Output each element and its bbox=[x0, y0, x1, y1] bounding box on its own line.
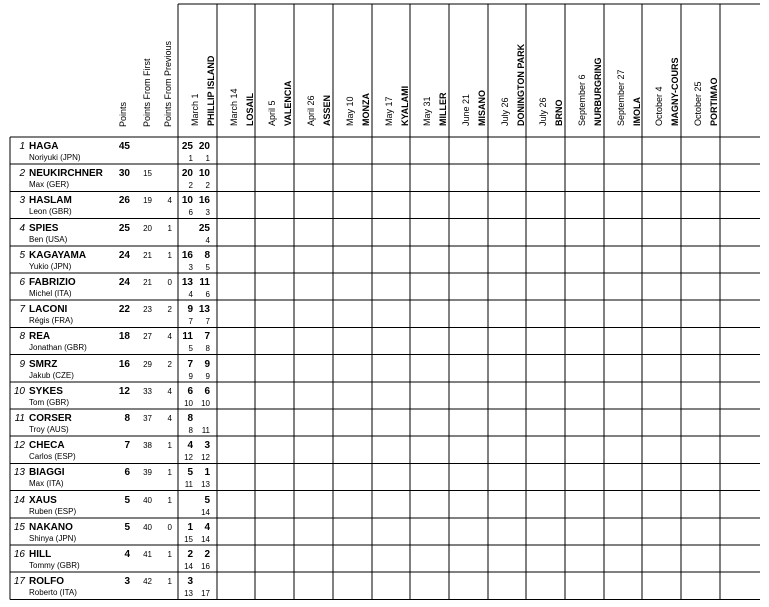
points-from-previous: 1 bbox=[167, 223, 172, 233]
race-header bbox=[496, 44, 528, 126]
race2-points: 8 bbox=[204, 249, 210, 261]
race1-position: 13 bbox=[184, 589, 193, 599]
race1-position: 14 bbox=[184, 562, 193, 571]
rider-first-name: Michel (ITA) bbox=[29, 289, 72, 298]
points-header: Points bbox=[118, 101, 128, 127]
rider-points: 5 bbox=[124, 494, 130, 506]
points-from-first: 37 bbox=[143, 414, 152, 423]
race-date: September 6 bbox=[577, 74, 587, 126]
race1-position: 4 bbox=[188, 290, 193, 299]
rider-last-name: REA bbox=[29, 331, 51, 343]
race-header bbox=[573, 58, 605, 127]
race-name: VALENCIA bbox=[283, 80, 294, 126]
points-from-previous: 1 bbox=[167, 577, 172, 587]
race2-position: 11 bbox=[201, 426, 210, 435]
points-from-previous: 0 bbox=[167, 522, 172, 532]
race2-position: 14 bbox=[201, 534, 210, 544]
race1-position: 2 bbox=[188, 181, 193, 191]
race-header bbox=[418, 93, 450, 127]
rider-position: 3 bbox=[19, 195, 25, 207]
rider-last-name: KAGAYAMA bbox=[29, 249, 87, 261]
rider-points: 8 bbox=[124, 413, 130, 424]
rider-last-name: SMRZ bbox=[29, 358, 58, 370]
rider-points: 22 bbox=[118, 304, 130, 316]
race-date: March 1 bbox=[190, 93, 200, 126]
race-header bbox=[650, 57, 682, 126]
race2-points: 13 bbox=[198, 304, 210, 316]
race2-position: 3 bbox=[205, 208, 210, 218]
race1-points: 20 bbox=[181, 168, 193, 180]
rider-position: 13 bbox=[13, 467, 25, 479]
rider-position: 4 bbox=[19, 222, 25, 234]
rider-first-name: Shinya (JPN) bbox=[29, 533, 77, 543]
points-from-previous: 2 bbox=[167, 359, 172, 369]
race2-position: 6 bbox=[205, 290, 210, 299]
points-from-previous: 4 bbox=[167, 414, 172, 423]
race1-position: 1 bbox=[188, 154, 193, 163]
race2-position: 5 bbox=[205, 262, 210, 272]
rider-last-name: FABRIZIO bbox=[29, 277, 76, 288]
points-from-previous: 0 bbox=[167, 278, 172, 287]
race1-points: 1 bbox=[187, 521, 193, 533]
points-from-previous: 4 bbox=[167, 332, 172, 342]
points-from-first: 21 bbox=[143, 250, 152, 260]
points-from-first: 42 bbox=[143, 577, 152, 587]
race-name: PORTIMAO bbox=[709, 77, 720, 126]
rider-last-name: NAKANO bbox=[29, 521, 73, 533]
rider-points: 24 bbox=[118, 249, 130, 261]
race-date: April 5 bbox=[267, 100, 278, 126]
rider-points: 12 bbox=[118, 385, 130, 397]
rider-last-name: SYKES bbox=[29, 385, 63, 397]
race-header bbox=[457, 90, 489, 126]
race-name: KYALAMI bbox=[399, 85, 410, 126]
race1-position: 5 bbox=[188, 344, 193, 354]
race1-position: 7 bbox=[188, 317, 193, 327]
rider-points: 25 bbox=[118, 222, 130, 234]
points-from-previous: 2 bbox=[167, 305, 172, 315]
rider-last-name: CHECA bbox=[29, 440, 65, 452]
race-date: March 14 bbox=[228, 88, 239, 126]
race-date: June 21 bbox=[460, 93, 471, 126]
rider-position: 16 bbox=[13, 549, 25, 560]
race2-points: 5 bbox=[204, 494, 210, 506]
race1-position: 8 bbox=[188, 426, 193, 435]
race1-points: 7 bbox=[187, 358, 193, 370]
rider-position: 7 bbox=[19, 304, 25, 316]
race-name: NURBURGRING bbox=[593, 57, 603, 126]
rider-last-name: HAGA bbox=[29, 141, 59, 152]
race1-position: 11 bbox=[184, 480, 193, 490]
rider-last-name: BIAGGI bbox=[29, 467, 65, 479]
race-name: DONINGTON PARK bbox=[515, 43, 526, 126]
rider-last-name: LACONI bbox=[29, 304, 68, 316]
rider-position: 11 bbox=[14, 413, 25, 424]
rider-points: 45 bbox=[118, 141, 130, 152]
points-from-previous: 1 bbox=[167, 250, 172, 260]
race1-points: 9 bbox=[187, 304, 193, 316]
points-from-previous-header: Points From Previous bbox=[163, 40, 173, 127]
rider-position: 9 bbox=[19, 358, 25, 370]
race-name: MAGNY-COURS bbox=[670, 57, 681, 126]
race1-points: 10 bbox=[181, 195, 193, 207]
points-from-first: 41 bbox=[143, 550, 152, 559]
rider-position: 10 bbox=[13, 385, 25, 397]
race-date: May 17 bbox=[383, 96, 394, 126]
race-date: October 25 bbox=[693, 81, 704, 126]
points-from-first: 27 bbox=[143, 332, 152, 342]
points-from-previous: 1 bbox=[167, 550, 172, 559]
race2-position: 13 bbox=[201, 480, 210, 490]
rider-first-name: Régis (FRA) bbox=[29, 316, 74, 326]
rider-first-name: Troy (AUS) bbox=[29, 425, 69, 434]
race2-position: 10 bbox=[201, 398, 210, 408]
rider-position: 17 bbox=[13, 576, 25, 588]
rider-points: 16 bbox=[118, 358, 130, 370]
points-from-first: 39 bbox=[143, 468, 152, 478]
race2-points: 9 bbox=[204, 358, 210, 370]
rider-first-name: Carlos (ESP) bbox=[29, 452, 76, 462]
rider-position: 5 bbox=[19, 249, 25, 261]
rider-last-name: HILL bbox=[29, 549, 52, 560]
race2-position: 9 bbox=[205, 371, 210, 381]
rider-points: 3 bbox=[124, 576, 130, 588]
rider-points: 24 bbox=[118, 277, 130, 288]
rider-position: 2 bbox=[19, 168, 25, 180]
points-from-previous: 1 bbox=[167, 468, 172, 478]
points-from-first: 29 bbox=[143, 359, 152, 369]
rider-points: 7 bbox=[124, 440, 130, 452]
points-from-first: 21 bbox=[143, 278, 152, 287]
race-header bbox=[302, 95, 334, 126]
race-date: July 26 bbox=[499, 97, 510, 126]
rider-points: 5 bbox=[124, 521, 130, 533]
race1-points: 25 bbox=[181, 141, 193, 152]
race1-points: 6 bbox=[187, 385, 193, 397]
rider-points: 30 bbox=[118, 168, 130, 180]
race-name: MONZA bbox=[360, 93, 371, 126]
race1-position: 9 bbox=[188, 371, 193, 381]
race2-points: 25 bbox=[198, 222, 210, 234]
rider-last-name: NEUKIRCHNER bbox=[29, 168, 103, 180]
rider-first-name: Max (GER) bbox=[29, 180, 69, 190]
rider-first-name: Tom (GBR) bbox=[29, 397, 69, 407]
race2-points: 1 bbox=[204, 467, 210, 479]
race2-position: 17 bbox=[201, 589, 210, 599]
race1-position: 15 bbox=[184, 534, 193, 544]
rider-last-name: HASLAM bbox=[29, 195, 72, 207]
race2-position: 12 bbox=[201, 453, 210, 463]
rider-points: 26 bbox=[118, 195, 130, 207]
race-date: September 27 bbox=[615, 69, 626, 126]
points-from-first: 38 bbox=[143, 441, 152, 451]
points-from-previous: 4 bbox=[167, 196, 172, 206]
rider-position: 1 bbox=[19, 141, 25, 152]
rider-first-name: Jakub (CZE) bbox=[29, 370, 74, 380]
race1-position: 12 bbox=[184, 453, 193, 463]
race-header bbox=[534, 97, 566, 126]
points-from-first: 15 bbox=[143, 169, 152, 179]
race-header bbox=[689, 78, 721, 127]
rider-points: 6 bbox=[124, 467, 130, 479]
rider-position: 6 bbox=[19, 277, 25, 288]
rider-first-name: Roberto (ITA) bbox=[29, 588, 77, 598]
rider-points: 4 bbox=[124, 549, 130, 560]
rider-first-name: Ben (USA) bbox=[29, 234, 68, 244]
race2-points: 16 bbox=[198, 195, 210, 207]
rider-first-name: Ruben (ESP) bbox=[29, 506, 77, 516]
race-header bbox=[263, 81, 295, 126]
race-name: IMOLA bbox=[631, 97, 642, 126]
race-header bbox=[380, 86, 412, 126]
rider-position: 15 bbox=[13, 521, 25, 533]
points-from-first: 40 bbox=[143, 495, 152, 505]
rider-last-name: XAUS bbox=[29, 494, 57, 506]
race2-position: 14 bbox=[201, 507, 210, 517]
race-date: April 26 bbox=[306, 95, 317, 126]
rider-last-name: CORSER bbox=[29, 413, 72, 424]
race-date: October 4 bbox=[654, 86, 665, 126]
race1-points: 4 bbox=[187, 440, 193, 452]
rider-position: 8 bbox=[19, 331, 25, 343]
rider-points: 18 bbox=[118, 331, 130, 343]
rider-first-name: Tommy (GBR) bbox=[29, 561, 80, 570]
race2-position: 4 bbox=[205, 235, 210, 245]
race1-points: 2 bbox=[187, 549, 193, 560]
race2-position: 2 bbox=[205, 181, 210, 191]
race-name: LOSAIL bbox=[244, 93, 255, 126]
race2-points: 2 bbox=[204, 549, 210, 560]
race2-position: 8 bbox=[205, 344, 210, 354]
race1-points: 5 bbox=[187, 467, 193, 479]
race2-position: 1 bbox=[205, 154, 210, 163]
race1-points: 13 bbox=[181, 277, 193, 288]
race-date: May 31 bbox=[422, 96, 433, 126]
race2-points: 4 bbox=[204, 521, 210, 533]
race1-points: 8 bbox=[187, 413, 193, 424]
race-header bbox=[612, 69, 644, 126]
race-name: PHILLIP ISLAND bbox=[206, 55, 216, 126]
points-from-first: 23 bbox=[143, 305, 152, 315]
points-from-previous: 4 bbox=[167, 386, 172, 396]
rider-first-name: Max (ITA) bbox=[29, 479, 64, 489]
points-from-first: 40 bbox=[143, 522, 152, 532]
race-name: ASSEN bbox=[322, 94, 333, 126]
points-from-first: 33 bbox=[143, 386, 152, 396]
rider-first-name: Yukio (JPN) bbox=[29, 261, 72, 271]
race-name: MILLER bbox=[438, 92, 449, 126]
points-from-previous: 1 bbox=[167, 495, 172, 505]
race-header bbox=[341, 93, 373, 126]
rider-last-name: ROLFO bbox=[29, 576, 64, 588]
race-date: May 10 bbox=[344, 96, 355, 126]
race1-position: 10 bbox=[184, 398, 193, 408]
race2-points: 3 bbox=[204, 440, 210, 452]
race1-points: 3 bbox=[187, 576, 193, 588]
race-header bbox=[225, 88, 257, 126]
points-from-previous: 1 bbox=[167, 441, 172, 451]
race1-position: 6 bbox=[188, 208, 193, 218]
race2-points: 6 bbox=[204, 385, 210, 397]
race2-points: 20 bbox=[198, 141, 210, 152]
points-from-first: 19 bbox=[143, 196, 152, 206]
rider-first-name: Jonathan (GBR) bbox=[29, 343, 87, 353]
race2-points: 10 bbox=[198, 168, 210, 180]
race-name: MISANO bbox=[476, 90, 487, 126]
race2-position: 16 bbox=[201, 562, 210, 571]
rider-first-name: Leon (GBR) bbox=[29, 207, 72, 217]
race-header bbox=[186, 56, 218, 126]
points-from-first-header: Points From First bbox=[142, 58, 152, 127]
rider-position: 12 bbox=[13, 440, 25, 452]
rider-first-name: Noriyuki (JPN) bbox=[29, 153, 81, 162]
race1-points: 16 bbox=[181, 249, 193, 261]
race-date: July 26 bbox=[538, 97, 549, 126]
race1-position: 3 bbox=[188, 262, 193, 272]
rider-position: 14 bbox=[13, 494, 25, 506]
race2-position: 7 bbox=[205, 317, 210, 327]
rider-last-name: SPIES bbox=[29, 222, 59, 234]
race-name: BRNO bbox=[554, 99, 565, 126]
race2-points: 7 bbox=[204, 331, 210, 343]
race2-points: 11 bbox=[199, 277, 210, 288]
points-from-first: 20 bbox=[143, 223, 152, 233]
race1-points: 11 bbox=[182, 331, 193, 343]
